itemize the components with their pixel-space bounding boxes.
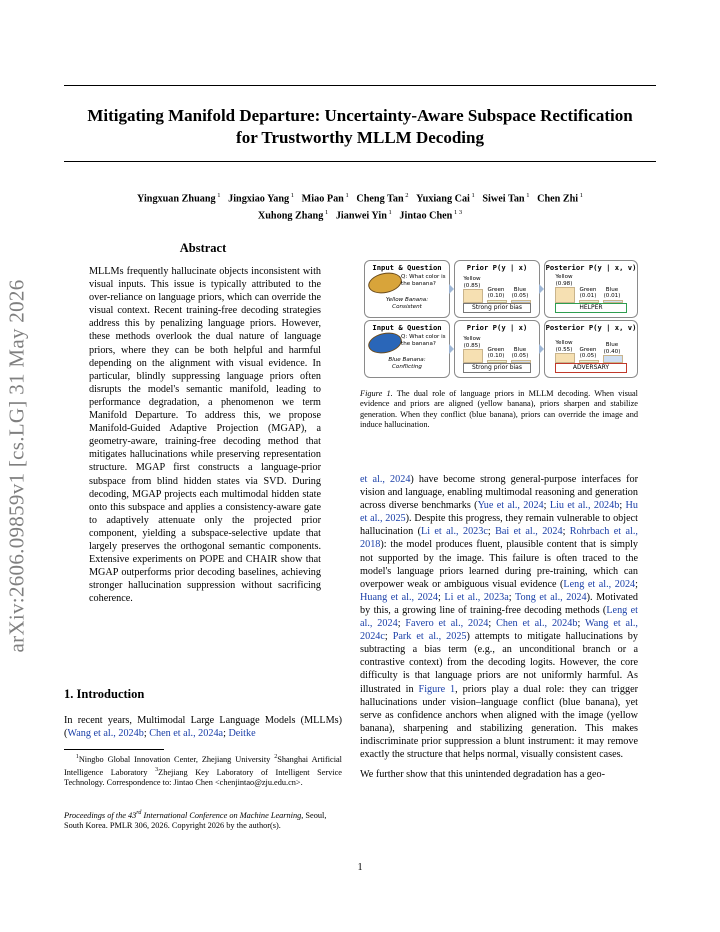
citation-link[interactable]: Hu et al., 2025 xyxy=(360,500,638,525)
citation-link[interactable]: Chen et al., 2024a xyxy=(149,728,224,740)
prob-label xyxy=(505,347,535,360)
author-affiliation-mark: 1 xyxy=(578,192,584,199)
prob-name: Blue xyxy=(513,346,527,353)
flow-arrow-icon xyxy=(539,284,544,294)
body-text: ; xyxy=(488,618,497,630)
right-column-text xyxy=(360,473,638,788)
flow-arrow-icon xyxy=(539,344,544,354)
posterior-panel xyxy=(544,320,638,378)
figure-1 xyxy=(364,260,636,380)
arxiv-stamp xyxy=(0,0,34,932)
author-affiliation-mark: 1 3 xyxy=(452,209,463,217)
body-text: We further show that this unintended degradation has a geo- xyxy=(360,769,606,781)
page-number: 1 xyxy=(357,862,363,873)
title-line-1: Mitigating Manifold Departure: Uncertainty-Aware Subspace Rectification xyxy=(87,106,633,125)
author-name: Xuhong Zhang xyxy=(257,210,324,222)
body-text: ; xyxy=(508,591,515,603)
posterior-tag: ADVERSARY xyxy=(555,363,627,373)
author-affiliation-mark: 1 xyxy=(386,209,392,217)
flow-arrow-icon xyxy=(449,344,454,354)
title-line-2: for Trustworthy MLLM Decoding xyxy=(236,128,484,147)
prob-value: (0.01) xyxy=(603,293,621,300)
affiliation-3: Zhejiang Key Laboratory of Intelligent Service Technology. Correspondence to: Jintao Chen <chenjintao@zju.edu.cn>. xyxy=(64,767,342,788)
citation-link[interactable]: Favero et al., 2024 xyxy=(405,618,489,630)
body-text: ; xyxy=(487,526,496,538)
panel-title: Input & Question xyxy=(372,323,442,332)
panel-title: Prior P(y | x) xyxy=(466,263,528,272)
author-name: Cheng Tan xyxy=(356,193,404,205)
prob-name: Blue xyxy=(605,286,619,293)
prior-panel xyxy=(454,320,540,378)
prob-label xyxy=(597,342,627,355)
citation-link[interactable]: Wang et al., 2024b xyxy=(67,728,144,740)
prob-value: (0.05) xyxy=(511,293,529,300)
body-text: ; xyxy=(619,500,626,512)
label-line-1: Yellow Banana: xyxy=(385,297,429,303)
proc-conf: International Conference on Machine Learning xyxy=(143,810,302,820)
banana-image xyxy=(366,270,403,297)
prob-name: Yellow xyxy=(555,340,573,347)
panel-title: Posterior P(y | x, v) xyxy=(545,263,637,272)
prob-bar xyxy=(463,349,483,363)
label-line-2: Conflicting xyxy=(392,363,422,370)
citation-link[interactable]: Tong et al., 2024 xyxy=(515,591,587,603)
input-label xyxy=(369,357,445,370)
proc-num: 43 xyxy=(127,810,137,820)
posterior-tag: HELPER xyxy=(555,303,627,313)
body-text: ; xyxy=(543,500,550,512)
prob-name: Yellow xyxy=(555,274,573,281)
body-text: ; xyxy=(562,526,570,538)
prior-tag: Strong prior bias xyxy=(463,363,531,373)
footnote-rule xyxy=(64,749,164,750)
author-affiliation-mark: 1 xyxy=(289,192,295,199)
prob-value: (0.05) xyxy=(511,353,529,360)
input-label xyxy=(369,297,445,310)
panel-title: Prior P(y | x) xyxy=(466,323,528,332)
prob-value: (0.40) xyxy=(603,348,621,355)
author-name: Jianwei Yin xyxy=(335,210,387,222)
question-text: Q: What color is the banana? xyxy=(401,274,446,287)
author-list xyxy=(64,189,656,224)
citation-link[interactable]: et al., 2024 xyxy=(360,474,411,485)
prob-name: Green xyxy=(579,346,597,353)
input-question-panel xyxy=(364,260,450,318)
author-name: Jintao Chen xyxy=(399,210,453,222)
panel-title: Input & Question xyxy=(372,263,442,272)
prob-name: Blue xyxy=(605,342,619,349)
arxiv-id: arXiv:2606.09859v1 [cs.LG] 31 May 2026 xyxy=(4,279,29,653)
affiliation-1: Ningbo Global Innovation Center, Zhejiang University xyxy=(78,754,271,764)
flow-arrow-icon xyxy=(449,284,454,294)
abstract-body: MLLMs frequently hallucinate objects inconsistent with visual inputs. This issue is typically attributed to the over-reliance on language priors, which can override the visual context. Recent training-free decoding strategies address this by penalizing language priors. However, these methods overlook the dual nature of language priors, where they can be both helpful and harmful depending on the alignment with visual evidence. In particular, blindly suppressing language priors often disrupts the model's semantic manifold, leading to performance degradation, a phenomenon we term Manifold Departure. To address this, we propose Manifold-Guided Adaptive Projection (MGAP), a geometry-aware, training-free decoding method that mitigates hallucinations while preserving representation structure. MGAP first constructs a language-prior subspace from blind hidden states via SVD. During decoding, MGAP projects each multimodal hidden state onto this subspace and applies a consistency-aware gate to adaptively attenuate only the projected prior component, yielding a subspace-selective update that largely preserves the orthogonal semantic components. Extensive experiments on POPE and CHAIR show that MGAP outperforms prior decoding baselines, achieving stronger hallucination suppression without sacrificing coherence. xyxy=(89,266,321,605)
body-text: ): the model produces fluent, plausible content that is simply not supported by the image. This failure is often traced to the model's language priors learned during pre-training, which can overpower weak or ambiguous visual evidence ( xyxy=(360,539,638,590)
proceedings-note xyxy=(64,808,342,832)
author-affiliation-mark: 1 xyxy=(215,192,221,199)
prior-panel xyxy=(454,260,540,318)
prob-name: Green xyxy=(579,286,597,293)
banana-image xyxy=(366,330,403,357)
proc-sup: rd xyxy=(136,810,142,816)
prob-label xyxy=(597,287,627,300)
prob-bar xyxy=(603,355,623,363)
citation-link[interactable]: Park et al., 2025 xyxy=(392,631,467,643)
prob-value: (0.05) xyxy=(579,353,597,360)
body-text: ). Despite this progress, they remain vulnerable to object hallucination ( xyxy=(360,513,638,538)
caption-label: Figure 1. xyxy=(360,389,393,398)
posterior-panel xyxy=(544,260,638,318)
citation-link[interactable]: Li et al., 2023c xyxy=(420,526,488,538)
citation-link[interactable]: Leng et al., 2024 xyxy=(563,578,636,590)
author-name: Siwei Tan xyxy=(482,193,525,205)
citation-link[interactable]: Leng et al., 2024 xyxy=(360,604,638,630)
body-text: ; xyxy=(635,578,638,590)
prob-name: Yellow xyxy=(463,336,481,343)
citation-link[interactable]: Rohrbach et al., 2018 xyxy=(360,526,638,551)
prob-label xyxy=(505,287,535,300)
author-affiliation-mark: 1 xyxy=(524,192,530,199)
body-text: ; xyxy=(397,618,406,630)
figure-1-caption xyxy=(360,389,638,431)
prob-value: (0.85) xyxy=(463,282,481,289)
body-text: ; xyxy=(384,631,393,643)
affiliation-2: Shanghai Artificial Intelligence Laboratory xyxy=(64,754,342,777)
citation-link[interactable]: Li et al., 2023a xyxy=(444,591,509,603)
proc-pre: Proceedings of the xyxy=(64,810,126,820)
paper-title xyxy=(64,105,656,149)
body-text: ) have become strong general-purpose interfaces for vision and language, enabling multimodal reasoning and generation across diverse benchmarks ( xyxy=(360,474,638,512)
prob-bar xyxy=(463,289,483,303)
panel-title: Posterior P(y | x, v) xyxy=(545,323,637,332)
citation-link[interactable]: Chen et al., 2024b xyxy=(496,618,578,630)
body-text: ) attempts to mitigate hallucinations by subtracting a bias term (e.g., an unconditional branch or a contrastive context) from the decoding logits. However, the core difficulty is that language priors are not uniformly harmful. As illustrated in xyxy=(360,631,638,695)
citation-link[interactable]: Yue et al., 2024 xyxy=(477,500,544,512)
prob-name: Blue xyxy=(513,286,527,293)
prob-value: (0.10) xyxy=(487,293,505,300)
body-text: , priors play a dual role: they can trigger hallucinations under vision–language conflict (blue banana), yet serve as confidence anchors when aligned with the image (yellow banana), sharpening and stabilizing generation. This makes indiscriminate prior suppression a blunt instrument: it may remove exactly the structure that helps normal, visually consistent cases. xyxy=(360,683,638,760)
prob-value: (0.98) xyxy=(555,280,573,287)
author-name: Jingxiao Yang xyxy=(228,193,290,205)
input-question-panel xyxy=(364,320,450,378)
title-top-rule xyxy=(64,85,656,86)
label-line-2: Consistent xyxy=(392,303,422,310)
citation-link[interactable]: Liu et al., 2024b xyxy=(549,500,620,512)
body-text: ; xyxy=(577,618,585,630)
citation-link[interactable]: Huang et al., 2024 xyxy=(360,591,438,603)
prior-tag: Strong prior bias xyxy=(463,303,531,313)
caption-text: The dual role of language priors in MLLM decoding. When visual evidence and priors are aligned (yellow banana), priors sharpen and stabilize generation. When they conflict (blue banana), priors can override the image and induce hallucination. xyxy=(360,389,638,430)
prob-value: (0.85) xyxy=(463,342,481,349)
intro-text: In recent years, Multimodal Large Language Models (MLLMs) ( xyxy=(64,715,342,740)
title-bottom-rule xyxy=(64,161,656,162)
citation-link[interactable]: Figure 1 xyxy=(418,683,456,695)
author-name: Yingxuan Zhuang xyxy=(136,193,216,205)
body-paragraph xyxy=(360,768,638,781)
prob-name: Green xyxy=(487,286,505,293)
label-line-1: Blue Banana: xyxy=(388,357,426,363)
intro-paragraph: In recent years, Multimodal Large Language Models (MLLMs) (Wang et al., 2024b; Chen et al., 2024a; Deitke xyxy=(64,715,342,740)
body-text: ). Motivated by this, a growing line of training-free decoding methods ( xyxy=(360,591,638,616)
affiliation-footnote: $^1$Ningbo Global Innovation Center, Zhejiang University $^2$Shanghai Artificial Intelligence Laboratory $^3$Zhejiang Key Laboratory of Intelligent Service Technology. Correspondence to: Jintao Chen <chenjintao@zju.edu.cn>. xyxy=(64,754,342,788)
prob-value: (0.55) xyxy=(555,346,573,353)
author-name: Chen Zhi xyxy=(537,193,579,205)
section-heading-introduction: 1. Introduction xyxy=(64,687,145,701)
citation-link[interactable]: Wang et al., 2024c xyxy=(360,618,638,643)
citation-link[interactable]: Bai et al., 2024 xyxy=(495,526,563,538)
author-name: Miao Pan xyxy=(301,193,344,205)
prob-label xyxy=(549,274,579,287)
author-affiliation-mark: 2 xyxy=(403,192,409,199)
author-affiliation-mark: 1 xyxy=(323,209,329,217)
body-text: ; xyxy=(438,591,445,603)
proc-rest: , Seoul, South Korea. PMLR 306, 2026. Copyright 2026 by the author(s). xyxy=(64,810,327,831)
citation-link[interactable]: Deitke xyxy=(228,728,256,740)
abstract-heading: Abstract xyxy=(179,241,227,255)
question-text: Q: What color is the banana? xyxy=(401,334,446,347)
prob-value: (0.10) xyxy=(487,353,505,360)
prob-value: (0.01) xyxy=(579,293,597,300)
prob-bar xyxy=(555,353,575,363)
prob-name: Green xyxy=(487,346,505,353)
prob-name: Yellow xyxy=(463,276,481,283)
author-name: Yuxiang Cai xyxy=(416,193,470,205)
author-affiliation-mark: 1 xyxy=(343,192,349,199)
body-paragraph xyxy=(360,473,638,761)
prob-bar xyxy=(555,287,575,303)
author-affiliation-mark: 1 xyxy=(469,192,475,199)
